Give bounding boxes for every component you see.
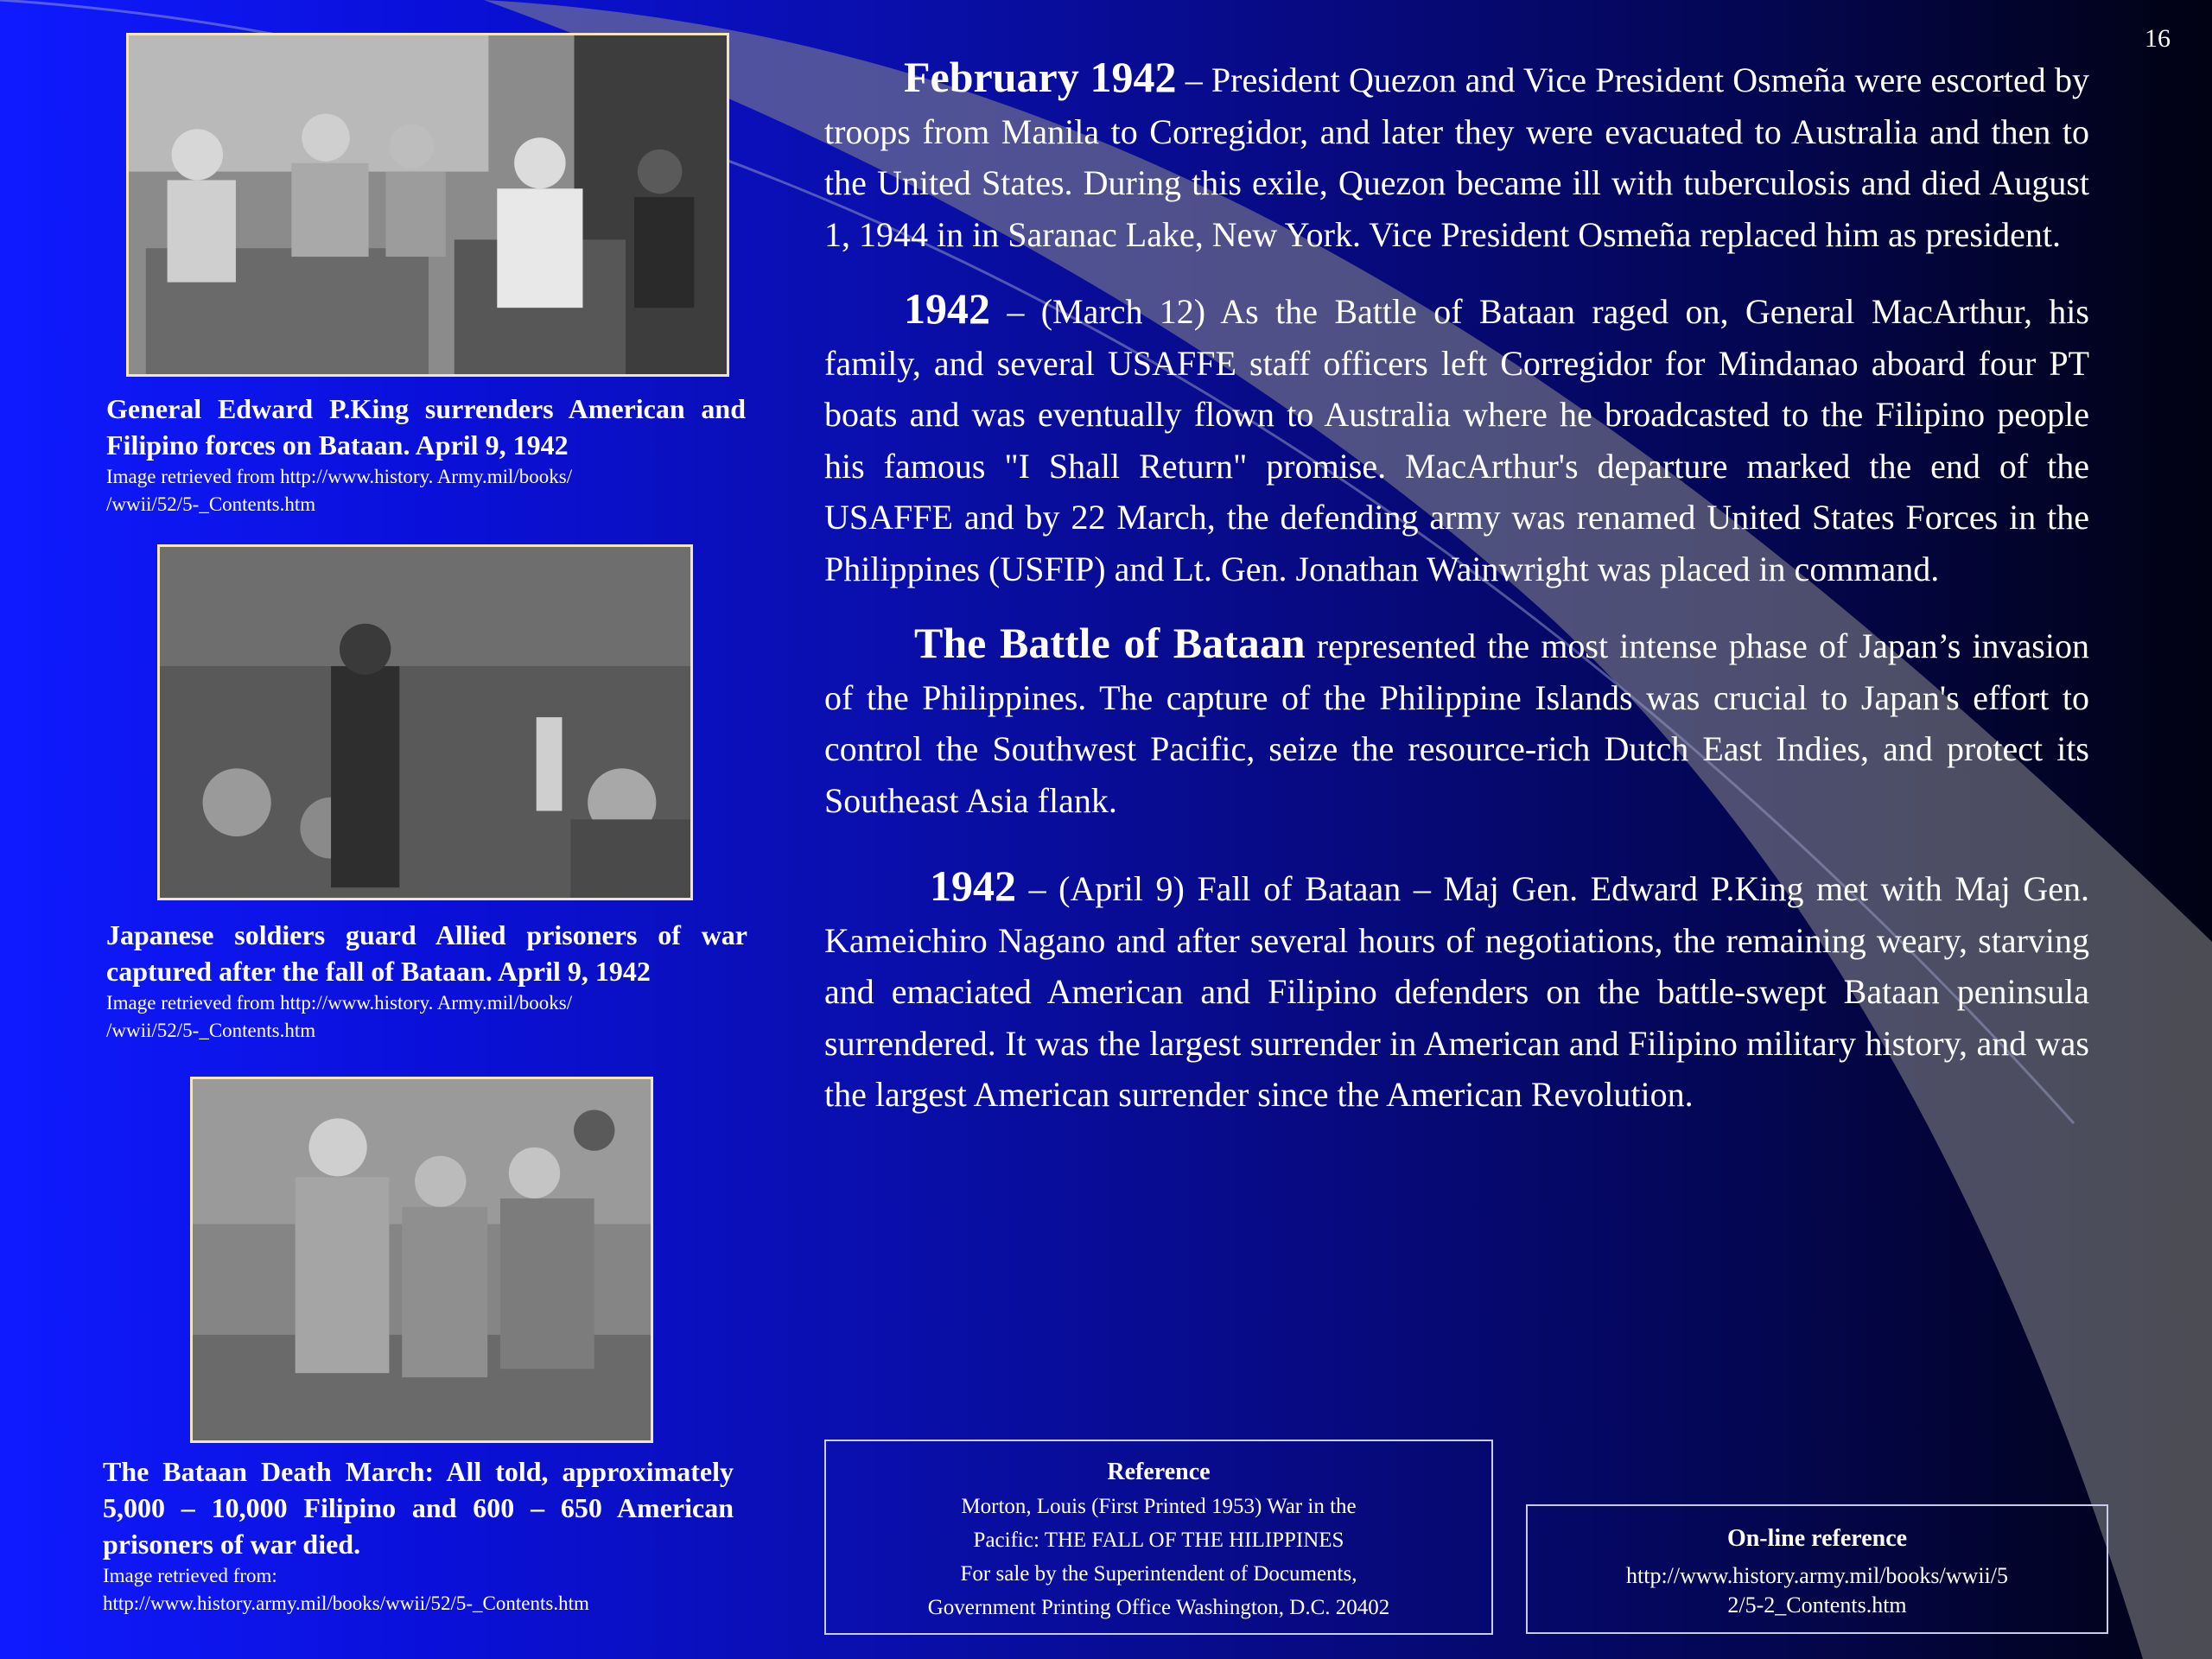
reference-line: Pacific: THE FALL OF THE HILIPPINES: [973, 1529, 1344, 1552]
paragraph-heading: 1942: [904, 284, 990, 333]
slide-number: 16: [2145, 24, 2171, 53]
photo-king-surrender: [126, 33, 729, 377]
photo-prisoners-guarded: [157, 544, 693, 900]
reference-line: Morton, Louis (First Printed 1953) War in the: [961, 1495, 1357, 1518]
caption-source-line: /wwii/52/5-_Contents.htm: [106, 1020, 316, 1041]
caption-source-line: /wwii/52/5-_Contents.htm: [106, 493, 316, 515]
photo-caption-2: [106, 917, 747, 1045]
caption-title: The Bataan Death March: All told, approximately 5,000 – 10,000 Filipino and 600 – 650 American prisoners of war died.: [103, 1456, 734, 1560]
photo-caption-1: [106, 391, 746, 518]
caption-title: General Edward P.King surrenders American and Filipino forces on Bataan. April 9, 1942: [106, 393, 746, 461]
reference-line: Government Printing Office Washington, D.C. 20402: [927, 1596, 1390, 1619]
paragraph-heading: 1942: [930, 861, 1016, 910]
caption-source-line: Image retrieved from:: [103, 1565, 277, 1586]
online-reference-link[interactable]: http://www.history.army.mil/books/wwii/5: [1626, 1563, 2008, 1588]
online-reference-box: [1526, 1504, 2108, 1634]
paragraph-body: – (April 9) Fall of Bataan – Maj Gen. Edward P.King met with Maj Gen. Kameichiro Nagano and after several hours of negotiations, the remaining weary, starving and emaciated American and Filipino defenders on the battle-swept Bataan peninsula surrendered. It was the largest surrender in American and Filipino military history, and was the largest American surrender since the American Revolution.: [824, 869, 2089, 1114]
caption-source-line: Image retrieved from http://www.history. Army.mil/books/: [106, 992, 573, 1014]
photo-death-march: [190, 1077, 653, 1443]
caption-source-line: http://www.history.army.mil/books/wwii/52/5-_Contents.htm: [103, 1592, 589, 1614]
paragraph-body: represented the most intense phase of Japan’s invasion of the Philippines. The capture of the Philippine Islands was crucial to Japan's effort to control the Southwest Pacific, seize the resource-rich Dutch East Indies, and protect its Southeast Asia flank.: [824, 626, 2089, 820]
reference-box: [824, 1440, 1493, 1635]
paragraph-heading: The Battle of Bataan: [914, 619, 1306, 667]
reference-title: Reference: [1107, 1459, 1211, 1485]
photo-caption-3: [103, 1453, 734, 1618]
online-reference-link[interactable]: 2/5-2_Contents.htm: [1727, 1592, 1907, 1618]
main-text-column: [824, 52, 2089, 1144]
online-reference-title: On-line reference: [1726, 1525, 1908, 1552]
paragraph-fall-of-bataan: [824, 861, 2089, 1121]
paragraph-february-1942: [824, 52, 2089, 260]
caption-title: Japanese soldiers guard Allied prisoners of war captured after the fall of Bataan. April 9, 1942: [106, 919, 747, 987]
paragraph-march-1942: [824, 283, 2089, 594]
paragraph-body: – President Quezon and Vice President Osmeña were escorted by troops from Manila to Corregidor, and later they were evacuated to Australia and then to the United States. During this exile, Quezon became ill with tuberculosis and died August 1, 1944 in in Saranac Lake, New York. Vice President Osmeña replaced him as president.: [824, 60, 2090, 254]
caption-source-line: Image retrieved from http://www.history. Army.mil/books/: [106, 466, 573, 487]
paragraph-heading: February 1942: [904, 53, 1177, 101]
paragraph-body: – (March 12) As the Battle of Bataan raged on, General MacArthur, his family, and several USAFFE staff officers left Corregidor for Mindanao aboard four PT boats and was eventually flown to Australia where he broadcasted to the Filipino people his famous "I Shall Return" promise. MacArthur's departure marked the end of the USAFFE and by 22 March, the defending army was renamed United States Forces in the Philippines (USFIP) and Lt. Gen. Jonathan Wainwright was placed in command.: [824, 292, 2089, 588]
reference-line: For sale by the Superintendent of Documents,: [960, 1562, 1357, 1586]
paragraph-battle-of-bataan: [824, 618, 2089, 826]
